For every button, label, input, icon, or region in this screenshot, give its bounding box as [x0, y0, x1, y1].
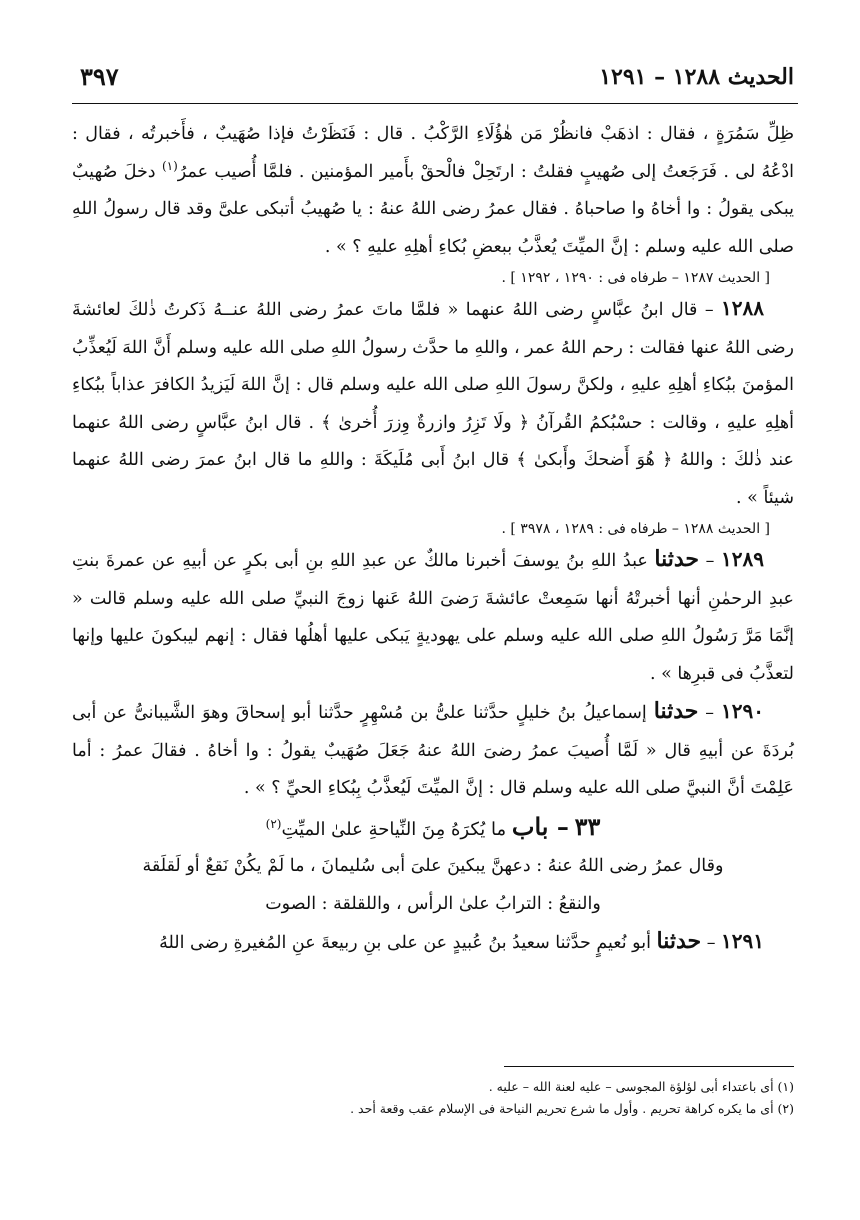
- hadith-1291: ١٢٩١ – حدثنا أبو نُعيمٍ حدَّثنا سعيدُ بنُ عُبيدٍ عن على بنِ ربيعةَ عنِ المُغيرةِ رضى اللهُ: [159, 928, 764, 954]
- chapter-quote: وقال عمرُ رضى اللهُ عنهُ : دعهنَّ يبكينَ علىَ أبى سُليمانَ ، ما لَمْ يكُنْ نَقعٌ أو لَقلَقة: [142, 856, 724, 876]
- footnote-1: (١) أى باعتداء أبى لؤلؤة المجوسى – عليه لعنة الله – عليه .: [488, 1079, 794, 1094]
- hadith-number: ١٢٨٨: [721, 296, 764, 320]
- page-number: ٣٩٧: [80, 62, 119, 91]
- chapter-bab-label: – باب: [511, 811, 569, 841]
- continuation-paragraph: ظِلِّ سَمُرَةٍ ، فقال : اذهَبْ فانظُرْ مَن هٰؤُلَاءِ الرَّكْبُ . قال : فَنَظَرْتُ فإذا صُهَيبٌ ، فأَخبرتُه ، فقال : ادْعُهُ لى . فَرَجَعتُ إلى صُهيبٍ فقلتُ : ارتَحِلْ فالْحقْ بأَمير المؤمنين . فلمَّا أُصيب عمرُ$^{(١)}$ دخلَ صُهيبٌ يبكى يقولُ : وا أخاهُ وا صاحباهُ . فقال عمرُ رضى اللهُ عنهُ : يا صُهيبُ أتبكى علىَّ وقد قال رسولُ اللهِ صلى الله عليه وسلم : إنَّ الميِّتَ يُعذَّبُ ببعضِ بُكاءِ أهلِهِ عليهِ ؟ » .: [72, 124, 794, 257]
- haddathana-marker: حدثنا: [653, 698, 699, 724]
- haddathana-marker: حدثنا: [654, 546, 700, 572]
- hadith-1287-reference: [ الحديث ١٢٨٧ – طرفاه فى : ١٢٩٠ ، ١٢٩٢ ] .: [501, 270, 770, 286]
- footnote-marker-1: (١): [161, 158, 178, 173]
- main-text: [72, 116, 794, 963]
- chapter-gloss: والنقعُ : الترابُ علىٰ الرأس ، واللقلقة : الصوت: [265, 893, 601, 914]
- hadith-number: ١٢٩٠: [721, 699, 764, 723]
- chapter-heading: [72, 808, 794, 849]
- chapter-title: ما يُكرَهُ مِنَ النِّياحةِ علىٰ الميِّتِ: [281, 818, 507, 840]
- hadith-number: ١٢٨٩: [721, 547, 764, 571]
- footnote-2: (٢) أى ما يكره كراهة تحريم . وأول ما شرع تحريم النياحة فى الإسلام عقب وقعة أحد .: [350, 1101, 794, 1116]
- hadith-1288: ١٢٨٨ – قال ابنُ عبَّاسٍ رضى اللهُ عنهما « فلمَّا ماتَ عمرُ رضى اللهُ عنــهُ ذَكرتُ ذٰلكَ لعائشةَ رضى اللهُ عنها فقالت : رحم اللهُ عمر ، واللهِ ما حدَّث رسولُ اللهِ صلى الله عليه وسلم أَنَّ اللهَ لَيُعذِّبُ المؤمنَ ببُكاءِ أهلِهِ عليهِ ، ولكنَّ رسولَ اللهِ صلى الله عليه وسلم قال : إنَّ اللهَ لَيَزيدُ الكافرَ عذاباً ببُكاءِ أهلِهِ عليهِ ، وقالت : حسْبُكمُ القُرآنُ ﴿ ولَا تَزِرُ وازرةٌ وِزرَ أُخرىٰ ﴾ . قال ابنُ عبَّاسٍ رضى اللهُ عنهما عند ذٰلكَ : واللهُ ﴿ هُوَ أَضحكَ وأَبكىٰ ﴾ قال ابنُ أَبى مُلَيكَةَ : واللهِ ما قال ابنُ عمرَ رضى اللهُ عنهما شيئاً » .: [72, 296, 794, 508]
- hadith-number: ١٢٩١: [721, 929, 764, 953]
- hadith-1290: ١٢٩٠ – حدثنا إسماعيلُ بنُ خليلٍ حدَّثنا علىُّ بن مُسْهِرٍ حدَّثنا أبو إسحاقَ وهوَ الشَّيبانىُّ عن أبى بُردَةَ عن أبيهِ قال « لَمَّا أُصيبَ عمرُ رضىَ اللهُ عنهُ جَعَلَ صُهَيبٌ يقولُ : وا أخاهُ . فقالَ عمرُ : أما عَلِمْتَ أنَّ النبيَّ صلى الله عليه وسلم قال : إنَّ الميِّتَ لَيُعذَّبُ بِبُكاءِ الحيِّ ؟ » .: [72, 698, 794, 798]
- header-rule: [72, 103, 798, 104]
- footnote-rule: [504, 1066, 794, 1067]
- hadith-1288-reference: [ الحديث ١٢٨٨ – طرفاه فى : ١٢٨٩ ، ٣٩٧٨ ] .: [501, 521, 770, 537]
- running-header: الحديث ١٢٨٨ – ١٢٩١: [599, 64, 794, 90]
- chapter-number: ٣٣: [574, 811, 601, 841]
- footnotes: [200, 1076, 794, 1120]
- footnote-marker-2: (٢): [265, 816, 282, 831]
- hadith-1289: ١٢٨٩ – حدثنا عبدُ اللهِ بنُ يوسفَ أخبرنا مالكٌ عن عبدِ اللهِ بنِ أبى بكرٍ عن أبيهِ عن عمرةَ بنتِ عبدِ الرحمٰنِ أنها أخبرتْهُ أنها سَمِعتْ عائشةَ رَضىَ اللهُ عَنها زوجَ النبيِّ صلى الله عليه وسلم قالت « إنَّمَا مَرَّ رَسُولُ اللهِ صلى الله عليه وسلم على يهوديةٍ يَبكى عليها أهلُها فقال : إنهم ليبكونَ عليها وإنها لتعذَّبُ فى قبرِها » .: [72, 546, 794, 684]
- haddathana-marker: حدثنا: [656, 928, 702, 954]
